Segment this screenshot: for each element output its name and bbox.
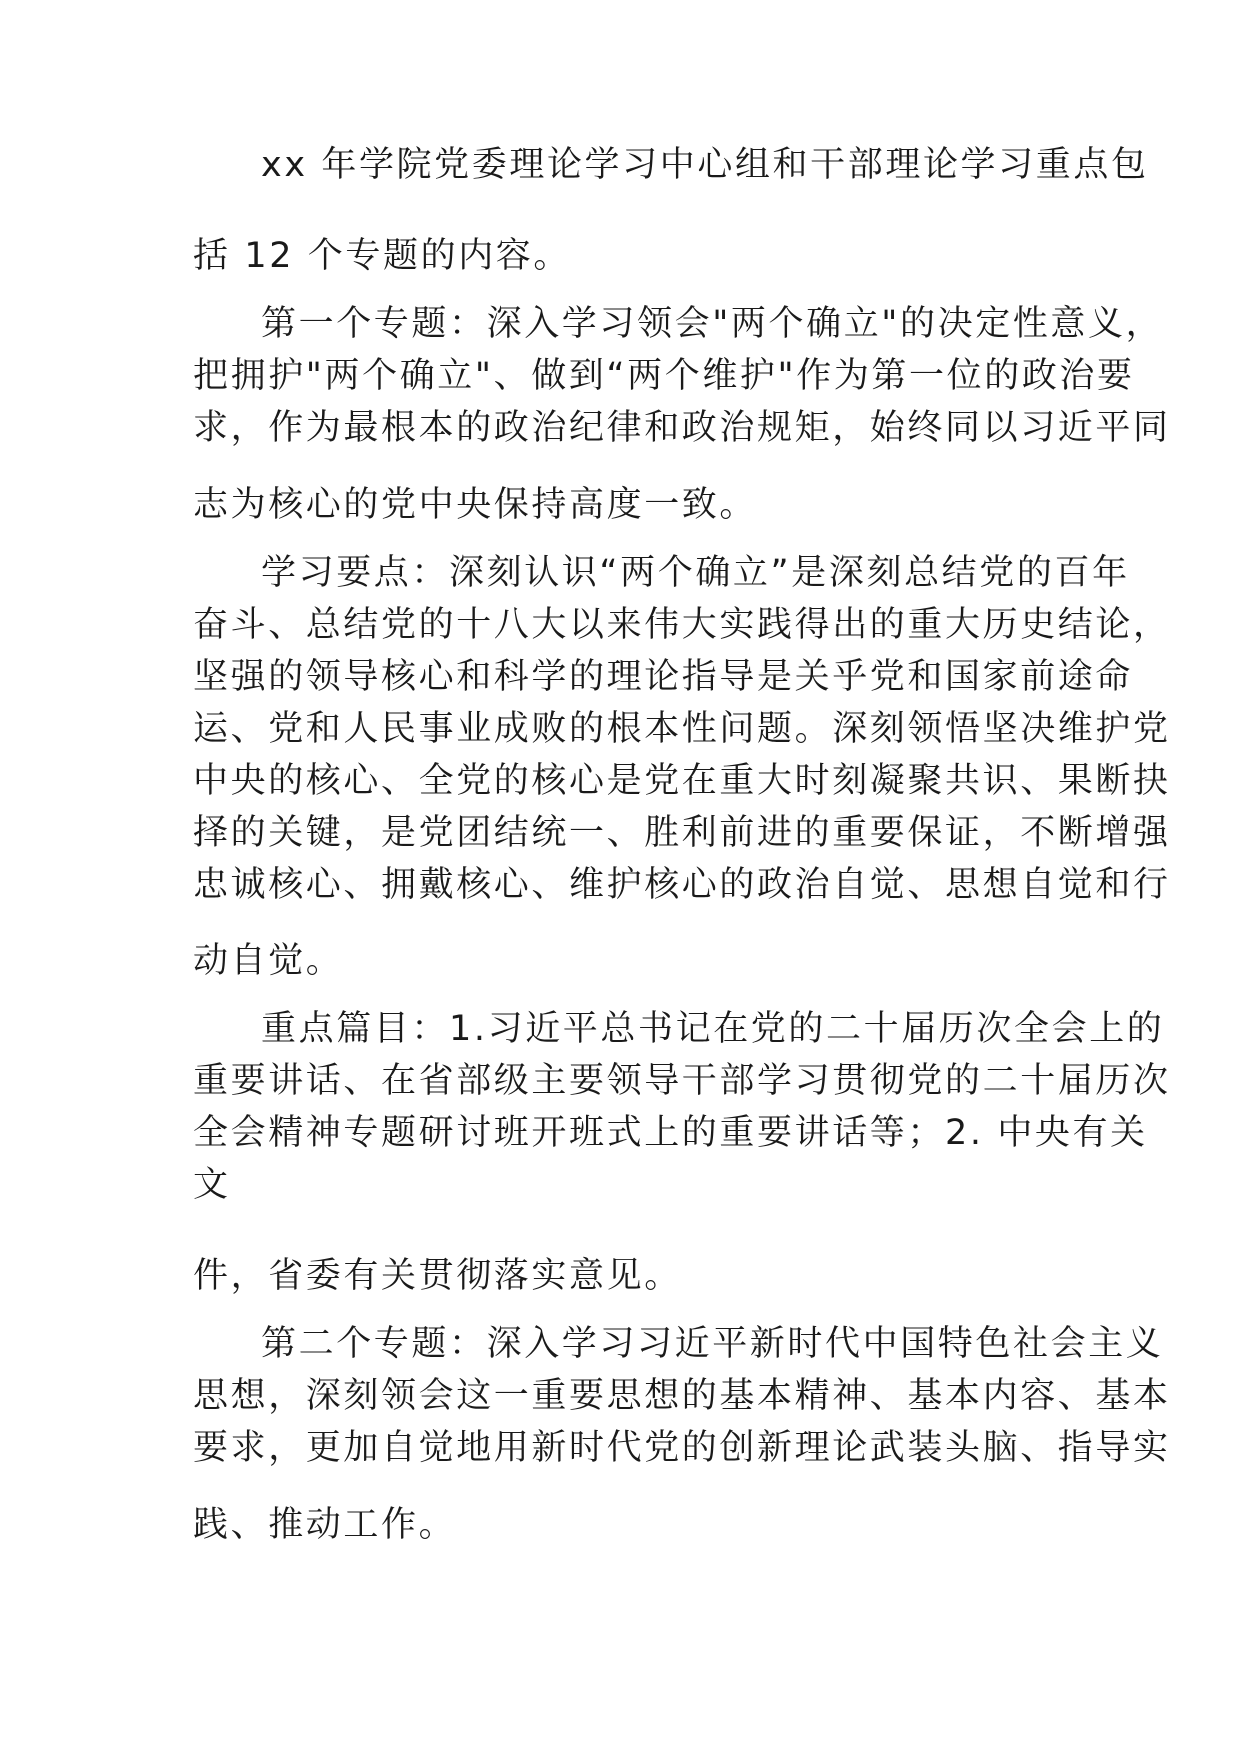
text-line: 奋斗、总结党的十八大以来伟大实践得出的重大历史结论， (193, 605, 1171, 645)
text-line: 重要讲话、在省部级主要领导干部学习贯彻党的二十届历次 (193, 1061, 1171, 1101)
text-line: 坚强的领导核心和科学的理论指导是关乎党和国家前途命 (193, 657, 1134, 697)
text-line: 动自觉。 (193, 941, 344, 981)
text-line: 件，省委有关贯彻落实意见。 (193, 1256, 682, 1296)
text-line: 中央的核心、全党的核心是党在重大时刻凝聚共识、果断抉 (193, 761, 1171, 801)
text-line: 求，作为最根本的政治纪律和政治规矩，始终同以习近平同 (193, 408, 1171, 448)
text-line: 重点篇目：1.习近平总书记在党的二十届历次全会上的 (261, 1009, 1165, 1049)
text-line: 思想，深刻领会这一重要思想的基本精神、基本内容、基本 (193, 1376, 1171, 1416)
text-line: 第一个专题：深入学习领会"两个确立"的决定性意义， (261, 304, 1164, 344)
text-line: 把拥护"两个确立"、做到“两个维护"作为第一位的政治要 (193, 356, 1135, 396)
text-line: 学习要点：深刻认识“两个确立”是深刻总结党的百年 (261, 553, 1130, 593)
text-line: 文 (193, 1165, 231, 1205)
text-line: 全会精神专题研讨班开班式上的重要讲话等；2. 中央有关 (193, 1113, 1148, 1153)
text-line: xx 年学院党委理论学习中心组和干部理论学习重点包 (261, 145, 1149, 185)
text-line: 第二个专题：深入学习习近平新时代中国特色社会主义 (261, 1324, 1164, 1364)
text-line: 践、推动工作。 (193, 1505, 457, 1545)
text-line: 运、党和人民事业成败的根本性问题。深刻领悟坚决维护党 (193, 709, 1171, 749)
text-line: 要求，更加自觉地用新时代党的创新理论武装头脑、指导实 (193, 1428, 1171, 1468)
text-line: 择的关键，是党团结统一、胜利前进的重要保证，不断增强 (193, 813, 1171, 853)
text-line: 括 12 个专题的内容。 (193, 236, 571, 276)
text-line: 志为核心的党中央保持高度一致。 (193, 485, 758, 525)
text-line: 忠诚核心、拥戴核心、维护核心的政治自觉、思想自觉和行 (193, 865, 1171, 905)
